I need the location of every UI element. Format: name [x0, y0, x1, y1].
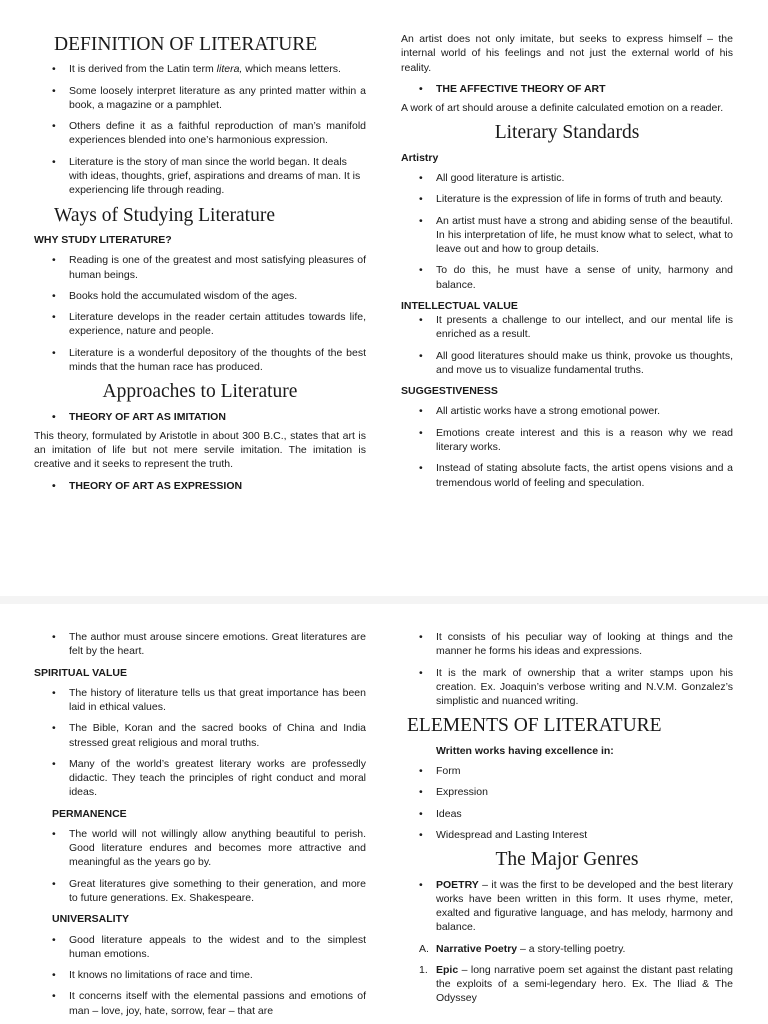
text-segment: which means letters.: [242, 63, 341, 76]
list-item: • All good literature is artistic.: [401, 171, 733, 185]
why-study-list: [34, 253, 366, 374]
affective-heading-list: [401, 82, 733, 96]
list-item: • The author must arouse sincere emotions. Great literatures are felt by the heart.: [34, 630, 366, 659]
elements-heading: ELEMENTS OF LITERATURE: [407, 715, 662, 737]
list-item: • Literature is a wonderful depository of the thoughts of the best minds that the human race has produced.: [34, 346, 366, 375]
permanence-list: [34, 827, 366, 905]
list-item: [34, 62, 366, 76]
spiritual-value-subheading: SPIRITUAL VALUE: [34, 666, 127, 679]
expression-text: An artist does not only imitate, but seeks to express himself – the internal world of his feelings and not just the external world of his reality.: [401, 33, 733, 74]
elements-list: [401, 764, 733, 842]
list-item: • An artist must have a strong and abiding sense of the beautiful. In his interpretation of life, he must know what to select, what to leave out and how to group details.: [401, 214, 733, 257]
poetry-text: – it was the first to be developed and the best literary works have been written in this form. It uses rhyme, meter, exalted and figurative language, and has melody, harmony and balance.: [436, 878, 733, 934]
poetry-list: [401, 878, 733, 935]
list-item: • To do this, he must have a sense of unity, harmony and balance.: [401, 263, 733, 292]
approaches-heading: Approaches to Literature: [102, 381, 298, 403]
text-segment: It is derived from the Latin term: [69, 63, 217, 76]
intellectual-value-subheading: INTELLECTUAL VALUE: [401, 299, 518, 312]
narrative-poetry-text: – a story-telling poetry.: [517, 942, 626, 955]
spiritual-value-list: [34, 686, 366, 800]
theory-imitation-text: This theory, formulated by Aristotle in about 300 B.C., states that art is an imitation of life but not mere servile imitation. The imitation is creative and it seeks to represent the truth.: [34, 429, 366, 471]
universality-subheading: UNIVERSALITY: [52, 913, 130, 926]
universality-list: [34, 933, 366, 1018]
definition-heading: DEFINITION OF LITERATURE: [54, 34, 318, 55]
list-item: • Good literature appeals to the widest and to the simplest human emotions.: [34, 933, 366, 962]
list-item: • Form: [401, 764, 733, 778]
definition-list: [34, 62, 366, 197]
list-item: • It consists of his peculiar way of looking at things and the manner he forms his ideas and expressions.: [401, 630, 733, 659]
elements-subheading: Written works having excellence in:: [436, 744, 614, 757]
latin-term: litera,: [216, 63, 243, 76]
list-item: • Instead of stating absolute facts, the artist opens visions and a tremendous world of feeling and speculation.: [401, 461, 733, 490]
page1-right-column: [401, 34, 733, 497]
list-item: • Literature develops in the reader certain attitudes towards life, experience, nature and people.: [34, 310, 366, 339]
affective-theory-heading: • THE AFFECTIVE THEORY OF ART: [401, 82, 733, 96]
list-item: [401, 878, 733, 935]
list-item: • It presents a challenge to our intellect, and our mental life is enriched as a result.: [401, 313, 733, 342]
theory-imitation-heading: • THEORY OF ART AS IMITATION: [34, 410, 366, 424]
page2-right-column: [401, 630, 733, 1013]
list-item: • Reading is one of the greatest and most satisfying pleasures of human beings.: [34, 253, 366, 282]
sincere-emotions-list: [34, 630, 366, 659]
theory2-heading-list: [34, 479, 366, 493]
suggestiveness-subheading: SUGGESTIVENESS: [401, 385, 498, 398]
page2-left-column: [34, 630, 366, 1024]
list-item: • Many of the world’s greatest literary works are professedly didactic. They teach the principles of right conduct and moral ideas.: [34, 757, 366, 800]
list-item: • The history of literature tells us that great importance has been laid in ethical values.: [34, 686, 366, 715]
why-study-subheading: WHY STUDY LITERATURE?: [34, 233, 172, 246]
epic-item: [401, 963, 733, 1006]
theory-expression-heading: • THEORY OF ART AS EXPRESSION: [34, 479, 366, 493]
list-item: • The world will not willingly allow anything beautiful to perish. Good literature endures and becomes more attractive and meaningful as the years go by.: [34, 827, 366, 870]
artistry-subheading: Artistry: [401, 151, 439, 164]
page1-left-column: [34, 34, 366, 498]
list-item: • Expression: [401, 785, 733, 799]
list-item: • The Bible, Koran and the sacred books of China and India stressed great religious and moral truths.: [34, 721, 366, 750]
intellectual-value-list: [401, 313, 733, 377]
narrative-poetry-item: [401, 942, 733, 956]
list-item: • All artistic works have a strong emotional power.: [401, 404, 733, 418]
list-item: • Widespread and Lasting Interest: [401, 828, 733, 842]
affective-theory-text: A work of art should arouse a definite calculated emotion on a reader.: [401, 102, 724, 115]
list-marker: A.: [419, 942, 429, 955]
artistry-list: [401, 171, 733, 292]
page-separator: [0, 596, 768, 604]
list-item: • It is the mark of ownership that a writer stamps upon his creation. Ex. Joaquin’s verbose writing and N.V.M. Gonzalez’s simplistic and nuanced writing.: [401, 666, 733, 709]
document-page-2: [0, 604, 768, 1024]
narrative-poetry-label: Narrative Poetry: [436, 942, 518, 955]
list-marker: 1.: [419, 963, 428, 976]
permanence-subheading: PERMANENCE: [52, 807, 127, 820]
suggestiveness-list: [401, 404, 733, 489]
list-item: • Great literatures give something to their generation, and more to future generations. Ex. Shakespeare.: [34, 877, 366, 906]
list-item: • It knows no limitations of race and time.: [34, 968, 366, 982]
epic-label: Epic: [436, 963, 459, 976]
list-item: • Ideas: [401, 807, 733, 821]
list-item: • Literature is the story of man since the world began. It deals with ideas, thoughts, grief, aspirations and dreams of man. It is experiencing life through reading.: [34, 155, 366, 198]
poetry-label: POETRY: [436, 878, 479, 891]
list-item: • Some loosely interpret literature as any printed matter within a book, a magazine or a pamphlet.: [34, 84, 366, 113]
list-item: • Emotions create interest and this is a reason why we read literary works.: [401, 426, 733, 455]
literary-standards-heading: Literary Standards: [494, 122, 640, 144]
list-item: • Others define it as a faithful reproduction of man’s manifold experiences blended into one’s harmonious expression.: [34, 119, 366, 148]
major-genres-heading: The Major Genres: [495, 849, 639, 871]
list-item: • It concerns itself with the elemental passions and emotions of man – love, joy, hate, sorrow, fear – that are: [34, 989, 366, 1018]
list-item: • Literature is the expression of life in forms of truth and beauty.: [401, 192, 733, 206]
list-item: • All good literatures should make us think, provoke us thoughts, and move us to visualize fundamental truths.: [401, 349, 733, 378]
ways-heading: Ways of Studying Literature: [54, 204, 276, 226]
list-item: • Books hold the accumulated wisdom of the ages.: [34, 289, 366, 303]
epic-text: – long narrative poem set against the distant past relating the exploits of a semi-legendary hero. Ex. The Iliad & The Odyssey: [436, 963, 733, 1005]
style-list: [401, 630, 733, 708]
theory1-heading-list: [34, 410, 366, 424]
